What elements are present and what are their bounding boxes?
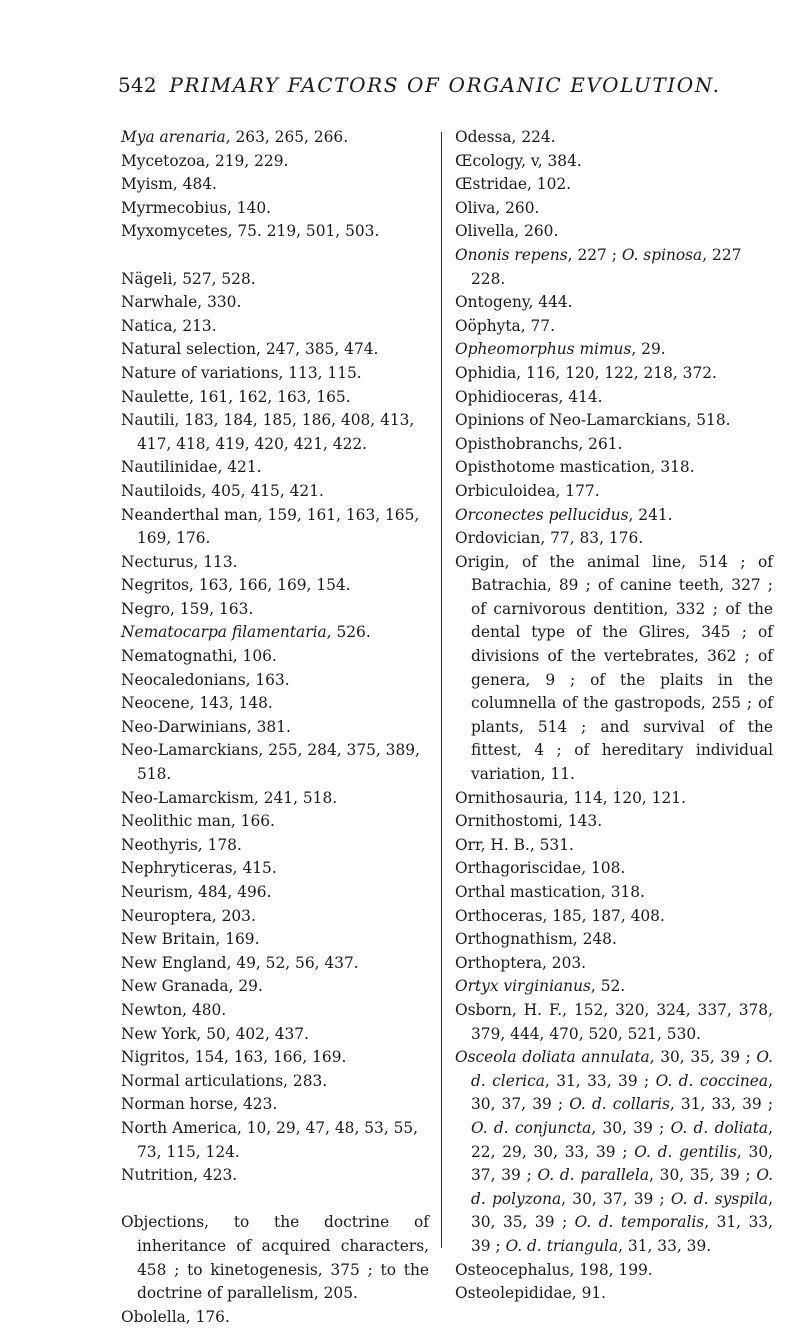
index-entry: Ontogeny, 444. bbox=[455, 293, 573, 312]
index-entry: Nephryticeras, 415. bbox=[121, 859, 277, 878]
index-entry: Orconectes pellucidus, 241. bbox=[455, 505, 673, 524]
index-entry: Oliva, 260. bbox=[455, 198, 540, 217]
index-entry: Orthoceras, 185, 187, 408. bbox=[455, 906, 665, 925]
index-entry: Nigritos, 154, 163, 166, 169. bbox=[121, 1048, 347, 1067]
index-entry: New Granada, 29. bbox=[121, 977, 263, 996]
index-entry: Norman horse, 423. bbox=[121, 1095, 278, 1114]
index-entry: Objections, to the doctrine of inheritance of acquired characters, 458 ; to kinetogenesis, 375 ; to the doctrine of parallelism, 205. bbox=[121, 1213, 429, 1303]
index-entry: Osteocephalus, 198, 199. bbox=[455, 1260, 653, 1279]
index-entry: Oöphyta, 77. bbox=[455, 316, 555, 335]
index-entry: Mya arenaria, 263, 265, 266. bbox=[121, 128, 349, 146]
index-entry: Natica, 213. bbox=[121, 316, 217, 335]
index-entry: Neocaledonians, 163. bbox=[121, 670, 290, 689]
index-entry: Ophidia, 116, 120, 122, 218, 372. bbox=[455, 363, 717, 382]
index-entry: Nematocarpa filamentaria, 526. bbox=[121, 623, 371, 642]
index-entry: Osteolepididae, 91. bbox=[455, 1284, 607, 1303]
index-entry: Nautiloids, 405, 415, 421. bbox=[121, 481, 324, 500]
index-entry: Œcology, v, 384. bbox=[455, 151, 582, 170]
index-entry: Narwhale, 330. bbox=[121, 293, 242, 312]
index-entry: Œstridae, 102. bbox=[455, 175, 572, 194]
index-entry: Myism, 484. bbox=[121, 175, 217, 194]
index-entry: Obolella, 176. bbox=[121, 1307, 230, 1326]
index-entry: Orthognathism, 248. bbox=[455, 930, 617, 949]
index-entry: Negritos, 163, 166, 169, 154. bbox=[121, 576, 351, 595]
index-entry: New York, 50, 402, 437. bbox=[121, 1024, 309, 1043]
index-entry: Nautili, 183, 184, 185, 186, 408, 413, 417, 418, 419, 420, 421, 422. bbox=[121, 411, 415, 453]
section-gap bbox=[121, 244, 429, 268]
column-divider bbox=[441, 132, 442, 1248]
index-entry: North America, 10, 29, 47, 48, 53, 55, 73, 115, 124. bbox=[121, 1118, 419, 1161]
page-header bbox=[118, 73, 721, 97]
index-entry: Opisthotome mastication, 318. bbox=[455, 458, 695, 477]
index-entry: Mycetozoa, 219, 229. bbox=[121, 151, 289, 170]
index-entry: Nature of variations, 113, 115. bbox=[121, 363, 362, 382]
index-entry: Neuroptera, 203. bbox=[121, 906, 256, 925]
index-entry: Neo-Darwinians, 381. bbox=[121, 717, 291, 736]
index-entry: Newton, 480. bbox=[121, 1000, 227, 1019]
index-entry: Negro, 159, 163. bbox=[121, 599, 254, 618]
index-entry: Nägeli, 527, 528. bbox=[121, 269, 256, 288]
index-entry: Naulette, 161, 162, 163, 165. bbox=[121, 387, 351, 406]
index-entry: Nautilinidae, 421. bbox=[121, 458, 262, 477]
index-entry: Orthagoriscidae, 108. bbox=[455, 859, 626, 878]
section-gap bbox=[121, 1188, 429, 1212]
index-entry: Myrmecobius, 140. bbox=[121, 198, 272, 217]
index-entry: Nematognathi, 106. bbox=[121, 647, 277, 666]
index-entry: New Britain, 169. bbox=[121, 930, 260, 949]
index-entry: Neo-Lamarckism, 241, 518. bbox=[121, 788, 338, 807]
index-entry: Ophidioceras, 414. bbox=[455, 387, 603, 406]
index-entry: Orthal mastication, 318. bbox=[455, 883, 645, 901]
index-entry: Ornithostomi, 143. bbox=[455, 812, 603, 831]
index-entry: Neothyris, 178. bbox=[121, 835, 242, 854]
index-entry: New England, 49, 52, 56, 437. bbox=[121, 953, 359, 972]
index-entry: Nutrition, 423. bbox=[121, 1166, 238, 1185]
index-entry: Opisthobranchs, 261. bbox=[455, 434, 623, 453]
index-left-column bbox=[121, 126, 429, 1329]
page-number: 542 bbox=[118, 73, 157, 97]
index-entry: Opinions of Neo-Lamarckians, 518. bbox=[455, 411, 731, 430]
index-entry: Orthoptera, 203. bbox=[455, 953, 587, 972]
running-title: PRIMARY FACTORS OF ORGANIC EVOLUTION. bbox=[169, 73, 721, 97]
index-entry: Origin, of the animal line, 514 ; of Batrachia, 89 ; of canine teeth, 327 ; of carnivorous dentition, 332 ; of the dental type of the Glires, 345 ; of divisions of the vertebrates, 362 ; of genera, 9 ; of the plaits in the columnella of the gastropods, 255 ; of plants, 514 ; and survival of the fittest, 4 ; of hereditary individual variation, 11. bbox=[455, 552, 773, 784]
index-entry: Neanderthal man, 159, 161, 163, 165, 169, 176. bbox=[121, 505, 420, 548]
index-entry: Opheomorphus mimus, 29. bbox=[455, 340, 666, 359]
index-right-column bbox=[455, 126, 773, 1306]
index-entry: Myxomycetes, 75. 219, 501, 503. bbox=[121, 222, 380, 241]
index-entry: Neolithic man, 166. bbox=[121, 812, 275, 831]
index-entry: Osceola doliata annulata, 30, 35, 39 ; O. d. clerica, 31, 33, 39 ; O. d. coccinea, 30, 37, 39 ; O. d. collaris, 31, 33, 39 ; O. d. conjuncta, 30, 39 ; O. d. doliata, 22, 29, 30, 33, 39 ; O. d. gentilis, 30, 37, 39 ; O. d. parallela, 30, 35, 39 ; O. d. polyzona, 30, 37, 39 ; O. d. syspila, 30, 35, 39 ; O. d. temporalis, 31, 33, 39 ; O. d. triangula, 31, 33, 39. bbox=[455, 1048, 774, 1255]
index-entry: Necturus, 113. bbox=[121, 552, 238, 571]
index-entry: Ortyx virginianus, 52. bbox=[455, 977, 626, 996]
index-entry: Odessa, 224. bbox=[455, 128, 556, 146]
index-entry: Natural selection, 247, 385, 474. bbox=[121, 340, 379, 359]
index-entry: Ordovician, 77, 83, 176. bbox=[455, 529, 644, 548]
index-entry: Neo-Lamarckians, 255, 284, 375, 389, 518. bbox=[121, 741, 420, 784]
index-entry: Neocene, 143, 148. bbox=[121, 694, 273, 713]
index-entry: Olivella, 260. bbox=[455, 222, 559, 241]
index-entry: Orr, H. B., 531. bbox=[455, 835, 574, 854]
index-entry: Normal articulations, 283. bbox=[121, 1071, 328, 1090]
index-entry: Ononis repens, 227 ; O. spinosa, 227 228. bbox=[455, 245, 742, 288]
index-entry: Orbiculoidea, 177. bbox=[455, 481, 600, 500]
index-entry: Osborn, H. F., 152, 320, 324, 337, 378, 379, 444, 470, 520, 521, 530. bbox=[455, 1000, 773, 1043]
index-entry: Neurism, 484, 496. bbox=[121, 883, 272, 901]
index-entry: Ornithosauria, 114, 120, 121. bbox=[455, 788, 686, 807]
